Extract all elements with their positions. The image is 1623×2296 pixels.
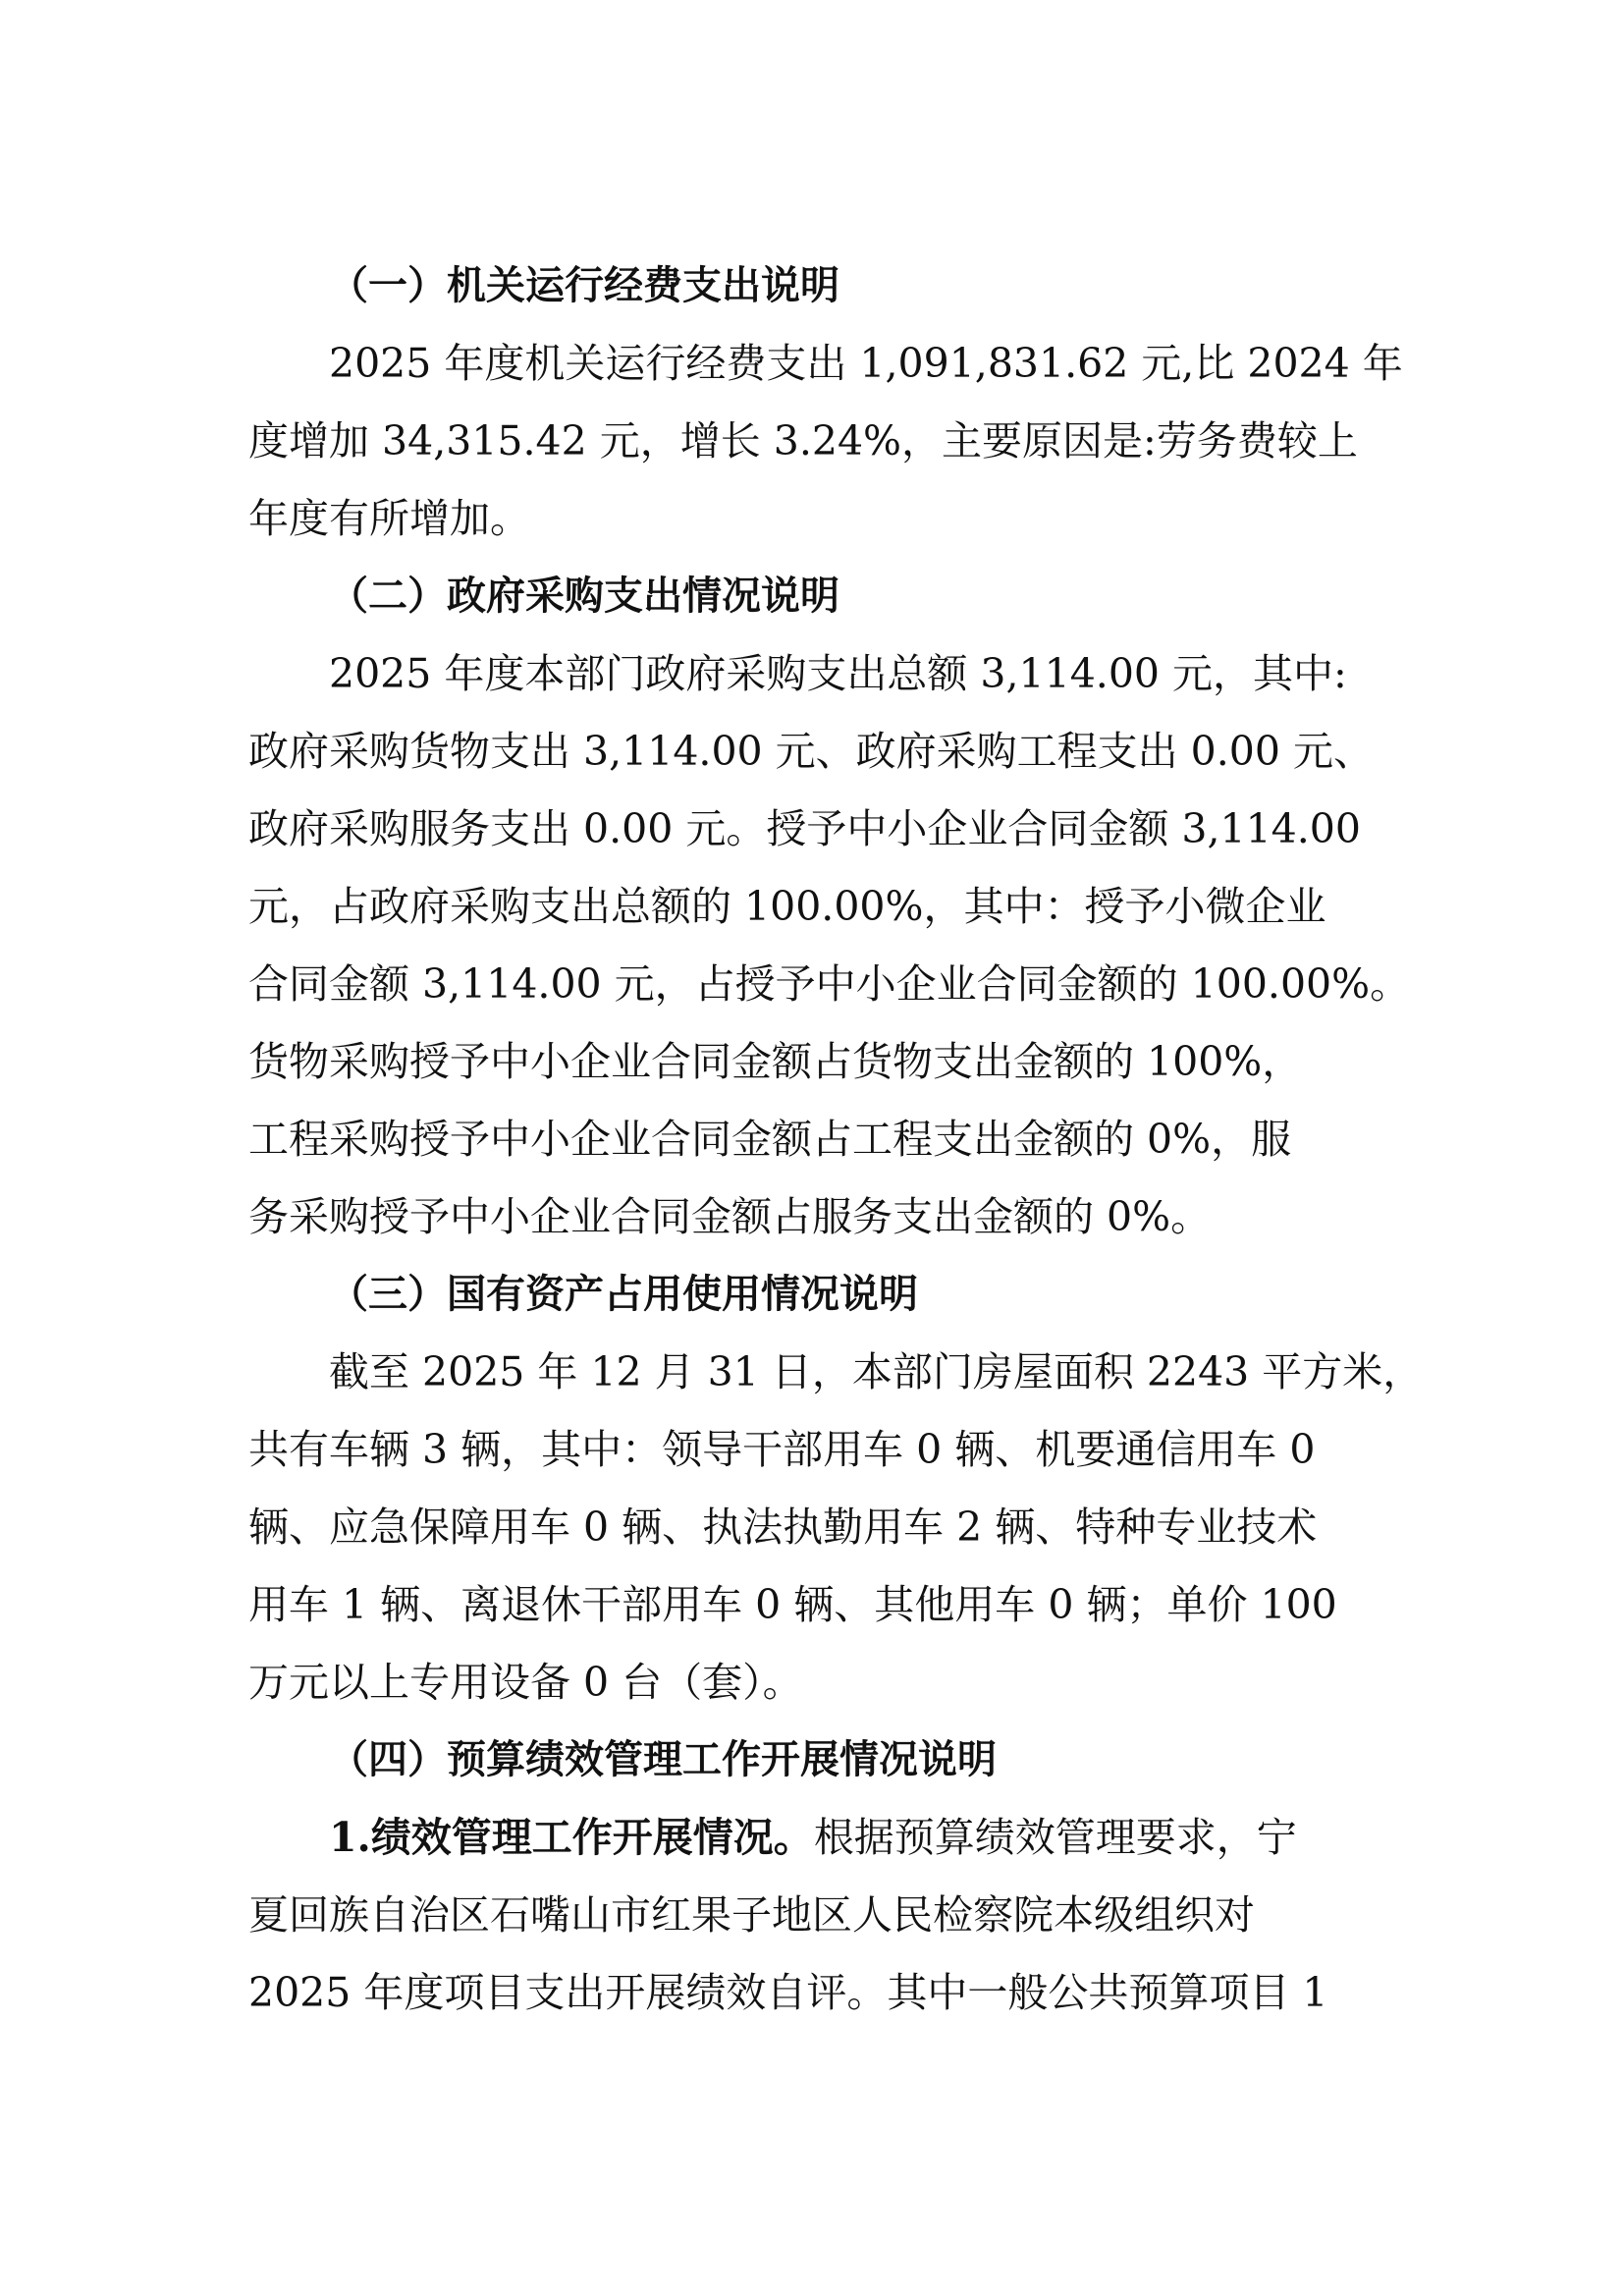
paragraph-line: 夏回族自治区石嘴山市红果子地区人民检察院本级组织对 [248,1891,1255,1939]
paragraph-line: 共有车辆 3 辆，其中：领导干部用车 0 辆、机要通信用车 0 [248,1426,1316,1473]
paragraph-line: 2025 年度机关运行经费支出 1,091,831.62 元,比 2024 年 [329,340,1403,387]
paragraph-line: 政府采购货物支出 3,114.00 元、政府采购工程支出 0.00 元、 [248,728,1374,775]
paragraph-line: 合同金额 3,114.00 元，占授予中小企业合同金额的 100.00%。 [248,960,1411,1008]
paragraph-line: 政府采购服务支出 0.00 元。授予中小企业合同金额 3,114.00 [248,805,1361,852]
section-heading-3: （三）国有资产占用使用情况说明 [329,1272,918,1317]
section-heading-1: （一）机关运行经费支出说明 [329,263,839,308]
paragraph-text: 根据预算绩效管理要求，宁 [813,1814,1297,1861]
subheading-inline: 1.绩效管理工作开展情况。 [329,1814,814,1861]
paragraph-line: 工程采购授予中小企业合同金额占工程支出金额的 0%，服 [248,1116,1292,1163]
paragraph-line: 元，占政府采购支出总额的 100.00%，其中：授予小微企业 [248,883,1326,930]
paragraph-line: 货物采购授予中小企业合同金额占货物支出金额的 100%， [248,1038,1303,1085]
section-heading-4: （四）预算绩效管理工作开展情况说明 [329,1737,997,1782]
paragraph-line: 2025 年度本部门政府采购支出总额 3,114.00 元，其中: [329,650,1347,697]
section-heading-2: （二）政府采购支出情况说明 [329,574,839,619]
document-page [248,247,1424,2032]
paragraph-line: 用车 1 辆、离退休干部用车 0 辆、其他用车 0 辆；单价 100 [248,1581,1337,1628]
paragraph-line: 年度有所增加。 [248,495,530,542]
paragraph-line: 截至 2025 年 12 月 31 日，本部门房屋面积 2243 平方米， [329,1348,1424,1395]
paragraph-line: 度增加 34,315.42 元，增长 3.24%，主要原因是:劳务费较上 [248,417,1358,465]
paragraph-line: 辆、应急保障用车 0 辆、执法执勤用车 2 辆、特种专业技术 [248,1503,1318,1551]
paragraph-line: 务采购授予中小企业合同金额占服务支出金额的 0%。 [248,1193,1212,1240]
paragraph-line: 万元以上专用设备 0 台（套）。 [248,1659,803,1706]
paragraph-line: 2025 年度项目支出开展绩效自评。其中一般公共预算项目 1 [248,1969,1328,2016]
paragraph-line [248,1799,1387,1877]
